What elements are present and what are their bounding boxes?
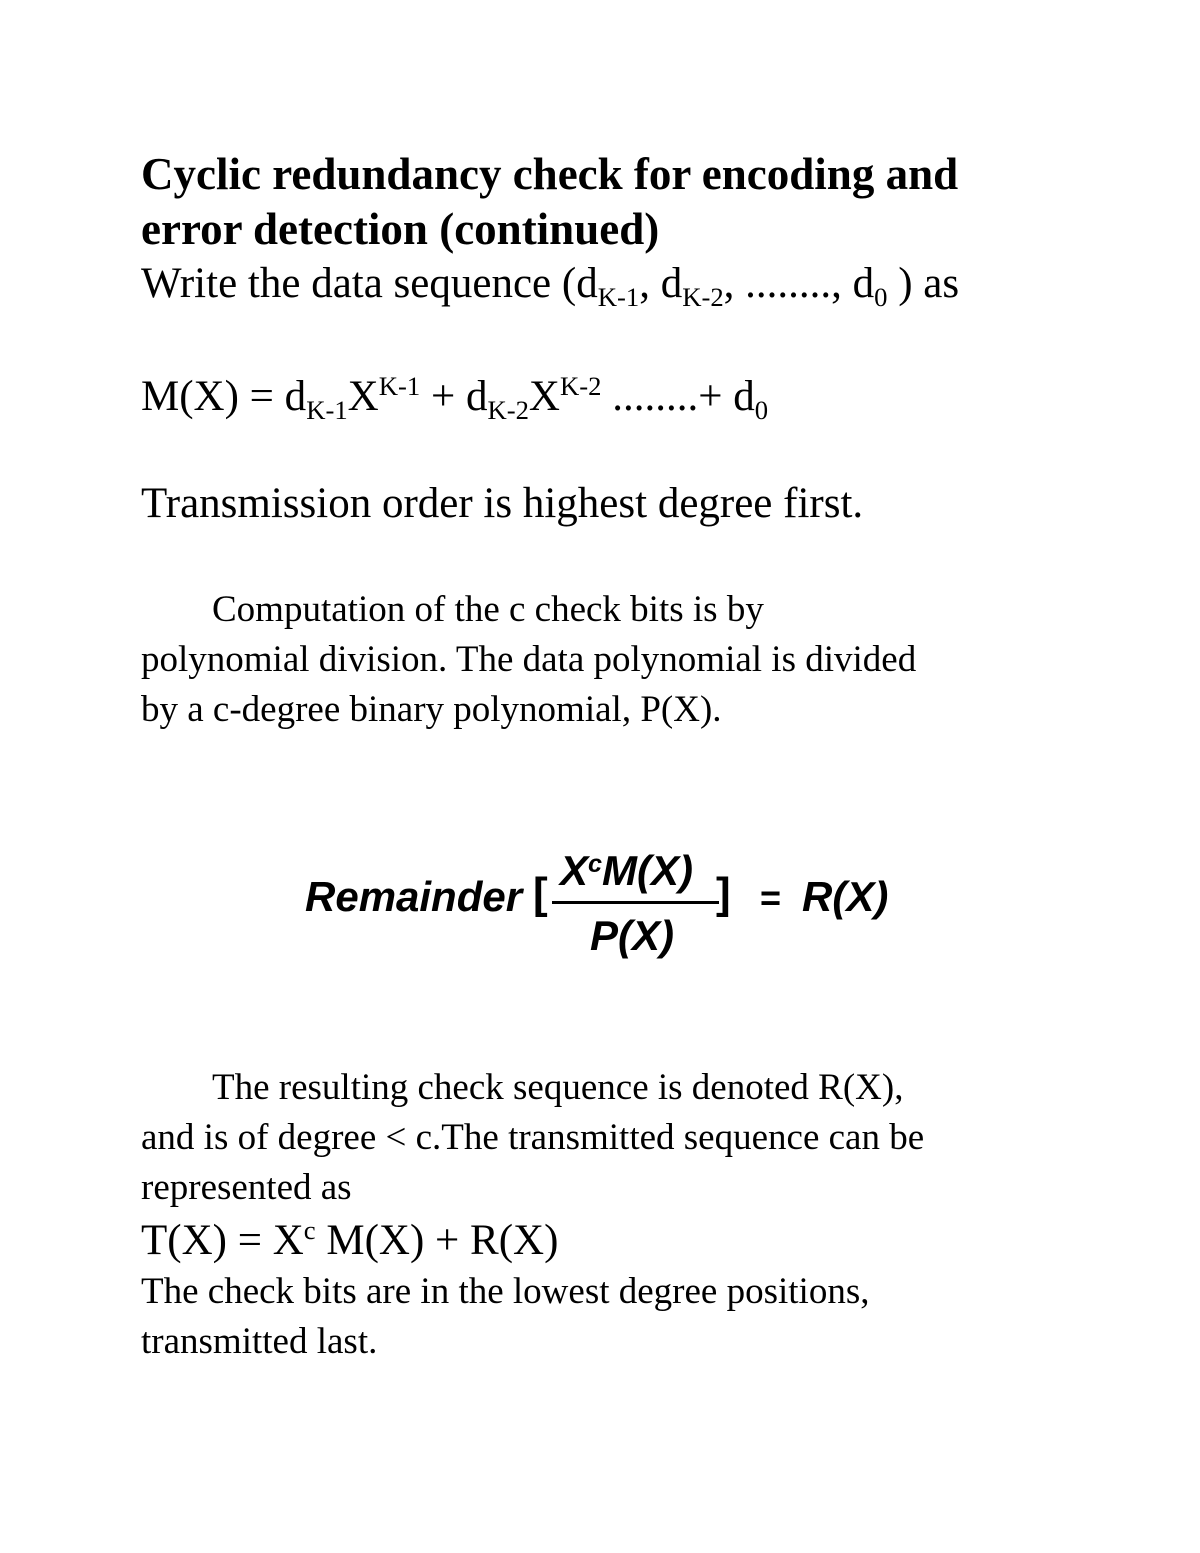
sequence-sub-2: K-2	[682, 281, 724, 312]
formula-num-x: X	[560, 847, 589, 894]
formula-bracket-close: ]	[716, 869, 731, 918]
sequence-sub-3: 0	[874, 281, 888, 312]
formula-num-rest: M(X)	[602, 847, 694, 894]
sequence-suffix: ) as	[887, 260, 960, 307]
mx-sub-1: K-1	[306, 394, 348, 425]
formula-numerator	[560, 847, 694, 894]
mx-sub-2: K-2	[487, 394, 529, 425]
closing-line-1: The check bits are in the lowest degree positions,	[141, 1271, 870, 1312]
mx-lhs: M(X) = d	[141, 373, 307, 420]
tx-rhs: M(X) + R(X)	[315, 1217, 559, 1264]
tx-sup: c	[303, 1215, 316, 1246]
sequence-line	[141, 260, 960, 312]
page-title-line-2: error detection (continued)	[141, 204, 660, 254]
computation-line-3: by a c-degree binary polynomial, P(X).	[141, 689, 722, 730]
mx-sup-2: K-2	[559, 371, 602, 402]
computation-line-2: polynomial division. The data polynomial is divided	[141, 639, 917, 680]
transmission-order-text: Transmission order is highest degree first.	[141, 480, 864, 527]
formula-equals: =	[760, 877, 782, 918]
result-line-1: The resulting check sequence is denoted R(X),	[212, 1067, 904, 1108]
computation-line-1: Computation of the c check bits is by	[212, 589, 764, 630]
formula-denominator: P(X)	[590, 912, 674, 959]
result-line-3: represented as	[141, 1167, 352, 1208]
tx-equation	[141, 1215, 559, 1264]
page-title-line-1: Cyclic redundancy check for encoding and	[141, 149, 959, 199]
mx-sup-1: K-1	[378, 371, 421, 402]
sequence-sep: , d	[639, 260, 683, 307]
mx-tail: ........+ d	[601, 373, 755, 420]
formula-remainder-word: Remainder	[305, 873, 523, 920]
formula-bracket-open: [	[533, 869, 548, 918]
formula-result: R(X)	[802, 873, 889, 920]
mx-x-2: X	[528, 373, 560, 420]
closing-line-2: transmitted last.	[141, 1321, 378, 1362]
formula-fraction-bar	[552, 901, 719, 904]
sequence-middle: , ........, d	[723, 260, 875, 307]
mx-x-1: X	[347, 373, 379, 420]
sequence-prefix: Write the data sequence (d	[141, 260, 598, 307]
tx-lhs: T(X) = X	[141, 1217, 304, 1264]
formula-num-sup: c	[588, 850, 603, 879]
mx-equation	[141, 371, 769, 425]
sequence-sub-1: K-1	[597, 281, 640, 312]
result-line-2: and is of degree < c.The transmitted sequence can be	[141, 1117, 925, 1158]
mx-sub-3: 0	[754, 394, 769, 425]
mx-plus: + d	[420, 373, 488, 420]
